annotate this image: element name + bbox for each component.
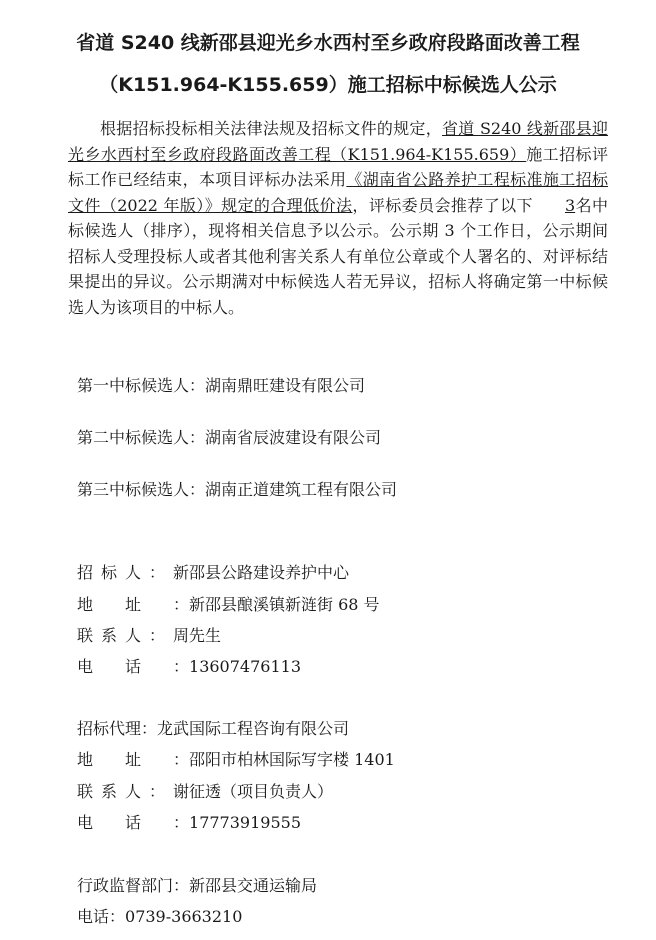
tenderer-name-row bbox=[77, 560, 349, 583]
supervisor-name: 新邵县交通运输局 bbox=[189, 876, 318, 895]
intro-text-3: ，评标委员会推荐了以下 bbox=[352, 195, 533, 215]
supervisor-phone-row bbox=[77, 904, 242, 927]
intro-text-4: 名中标候选人（排序），现将相关信息予以公示。公示期 3 个工作日，公示期间招标人受理投标人或者其他利害关系人有单位公章或个人署名的、对评标结果提出的异议。公示期满对中标候选人若无异议，招标人将确定第一中标候选人为该项目的中标人。 bbox=[68, 195, 608, 317]
agency-name: 龙武国际工程咨询有限公司 bbox=[157, 719, 350, 738]
intro-paragraph bbox=[68, 116, 608, 320]
supervisor-row bbox=[77, 873, 317, 896]
page-title-line2: （K151.964-K155.659）施工招标中标候选人公示 bbox=[99, 74, 557, 96]
agency-phone-label: 电话： bbox=[77, 813, 222, 832]
tenderer-contact-label: 联系人： bbox=[77, 626, 174, 645]
agency-name-row bbox=[77, 716, 349, 739]
tenderer-address: 新邵县酿溪镇新涟街 68 号 bbox=[189, 595, 380, 614]
intro-text-2: 施工招标评标工作已经结束，本项目评标办法采用 bbox=[68, 144, 608, 189]
agency-phone-row bbox=[77, 810, 301, 833]
agency-contact: 谢征透（项目负责人） bbox=[173, 782, 334, 801]
supervisor-phone: 0739-3663210 bbox=[125, 907, 243, 926]
candidate-label: 第一中标候选人： bbox=[77, 376, 206, 395]
page-title-line1: 省道 S240 线新邵县迎光乡水西村至乡政府段路面改善工程 bbox=[76, 32, 580, 54]
agency-address-row bbox=[77, 747, 395, 770]
tenderer-name: 新邵县公路建设养护中心 bbox=[173, 563, 350, 582]
tenderer-phone-label: 电话： bbox=[77, 657, 222, 676]
tenderer-address-label: 地址： bbox=[77, 595, 222, 614]
agency-name-label: 招标代理： bbox=[77, 719, 158, 738]
tenderer-contact: 周先生 bbox=[173, 626, 222, 645]
agency-address: 邵阳市柏林国际写字楼 1401 bbox=[189, 750, 395, 769]
tenderer-phone: 13607476113 bbox=[189, 657, 301, 676]
candidate-1 bbox=[77, 373, 365, 396]
supervisor-phone-label: 电话： bbox=[77, 907, 126, 926]
candidate-name: 湖南省辰波建设有限公司 bbox=[205, 428, 382, 447]
candidate-label: 第二中标候选人： bbox=[77, 428, 206, 447]
candidate-3 bbox=[77, 477, 397, 500]
agency-contact-label: 联系人： bbox=[77, 782, 174, 801]
tenderer-phone-row bbox=[77, 654, 301, 677]
intro-text-1: 根据招标投标相关法律法规及招标文件的规定， bbox=[100, 119, 443, 138]
tenderer-address-row bbox=[77, 592, 380, 615]
tenderer-name-label: 招标人： bbox=[77, 563, 174, 582]
supervisor-label: 行政监督部门： bbox=[77, 876, 190, 895]
evaluation-method: 《湖南省公路养护工程标准施工招标文件（2022 年版）》规定的合理低价法 bbox=[68, 170, 608, 215]
agency-contact-row bbox=[77, 779, 333, 802]
candidate-label: 第三中标候选人： bbox=[77, 480, 206, 499]
tenderer-contact-row bbox=[77, 623, 221, 646]
candidate-count: 3 bbox=[564, 195, 576, 215]
agency-address-label: 地址： bbox=[77, 750, 222, 769]
candidate-2 bbox=[77, 425, 381, 448]
project-name: 省道 S240 线新邵县迎光乡水西村至乡政府段路面改善工程（K151.964-K155.659） bbox=[68, 119, 608, 164]
agency-phone: 17773919555 bbox=[189, 813, 301, 832]
candidate-name: 湖南正道建筑工程有限公司 bbox=[205, 480, 398, 499]
candidate-name: 湖南鼎旺建设有限公司 bbox=[205, 376, 366, 395]
